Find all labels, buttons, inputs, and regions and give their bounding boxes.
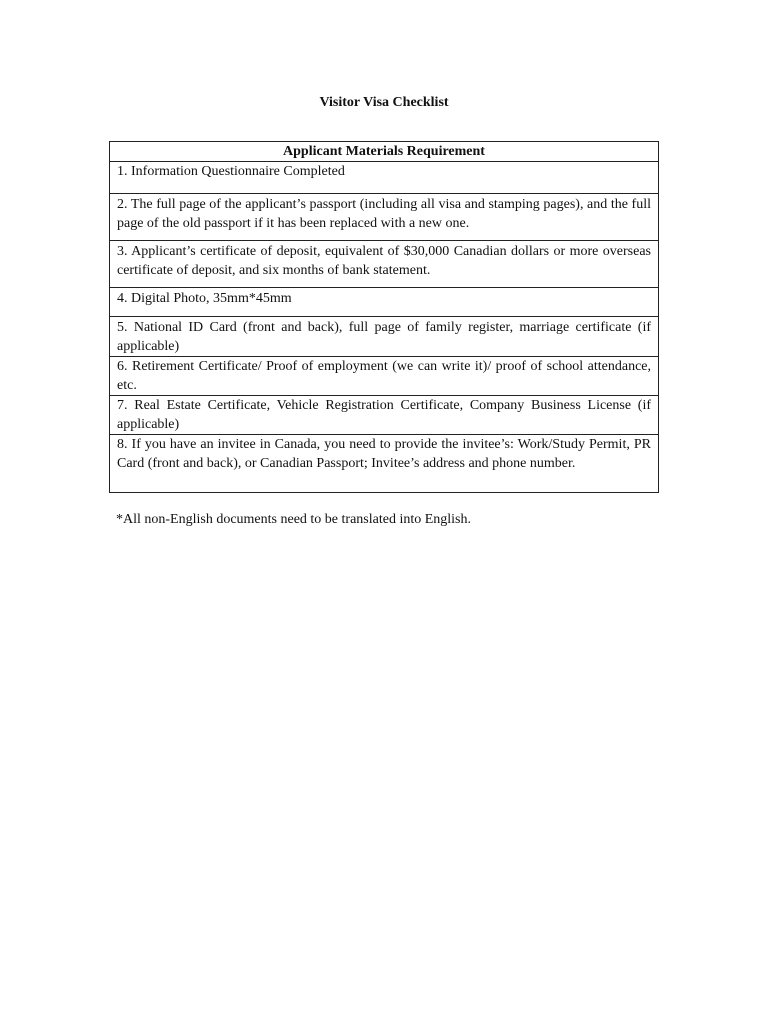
table-row — [110, 357, 659, 396]
table-row — [110, 317, 659, 357]
requirement-item-7: 7. Real Estate Certificate, Vehicle Registration Certificate, Company Business License (if applicable) — [110, 396, 659, 435]
requirement-item-6: 6. Retirement Certificate/ Proof of employment (we can write it)/ proof of school attendance, etc. — [110, 357, 659, 396]
requirement-item-1: 1. Information Questionnaire Completed — [110, 162, 659, 194]
table-row — [110, 435, 659, 493]
table-row — [110, 241, 659, 288]
table-header: Applicant Materials Requirement — [110, 142, 659, 162]
table-row — [110, 194, 659, 241]
table-row — [110, 162, 659, 194]
table-row — [110, 396, 659, 435]
requirement-item-8: 8. If you have an invitee in Canada, you need to provide the invitee’s: Work/Study Permit, PR Card (front and back), or Canadian Passport; Invitee’s address and phone number. — [110, 435, 659, 493]
table-row — [110, 288, 659, 317]
requirement-item-3: 3. Applicant’s certificate of deposit, equivalent of $30,000 Canadian dollars or more overseas certificate of deposit, and six months of bank statement. — [110, 241, 659, 288]
requirements-table — [109, 141, 659, 493]
translation-footnote: *All non-English documents need to be translated into English. — [116, 512, 471, 527]
requirement-item-5: 5. National ID Card (front and back), full page of family register, marriage certificate (if applicable) — [110, 317, 659, 357]
requirement-item-2: 2. The full page of the applicant’s passport (including all visa and stamping pages), and the full page of the old passport if it has been replaced with a new one. — [110, 194, 659, 241]
requirement-item-4: 4. Digital Photo, 35mm*45mm — [110, 288, 659, 317]
page-title: Visitor Visa Checklist — [319, 95, 449, 110]
table-header-row — [110, 142, 659, 162]
